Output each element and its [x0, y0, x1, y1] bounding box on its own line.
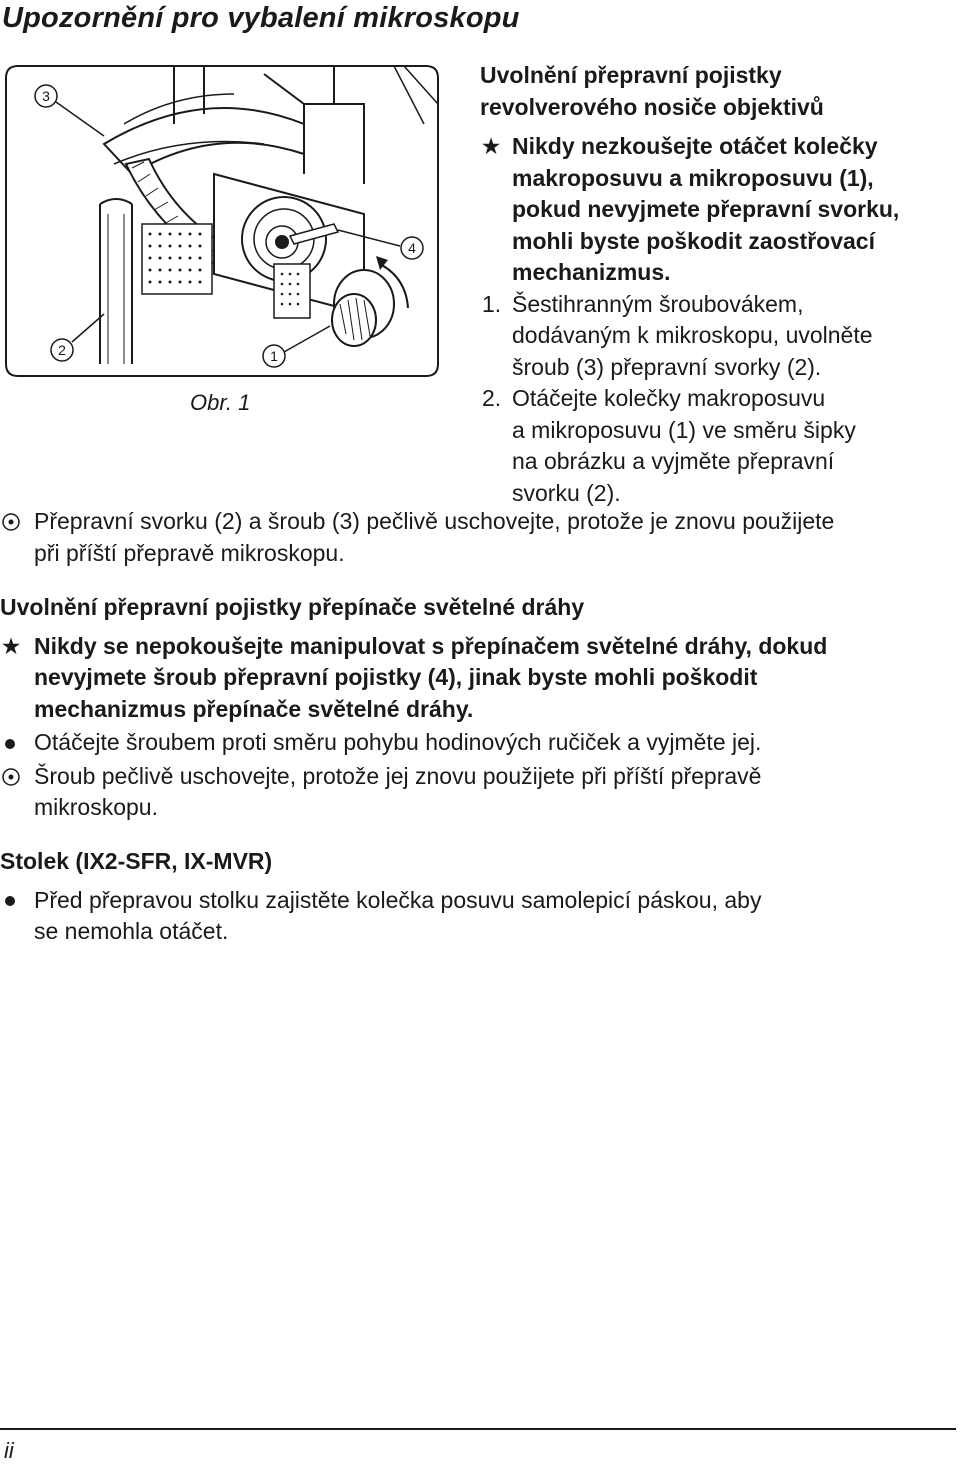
- warning-block: ★ Nikdy nezkoušejte otáčet kolečky makroposuvu a mikroposuvu (1), pokud nevyjmete přepravní svorku, mohli byste poškodit zaostřovací mechanizmus.: [480, 133, 900, 285]
- svg-text:2: 2: [58, 342, 66, 358]
- note-block: Šroub pečlivě uschovejte, protože jej znovu použijete při příští přepravě mikroskopu.: [0, 761, 955, 824]
- section-stage: [0, 846, 955, 950]
- callout-1: [263, 326, 330, 367]
- step-number: 1.: [482, 290, 502, 317]
- section-light-path-lock: [0, 592, 955, 826]
- page-title: Upozornění pro vybalení mikroskopu: [2, 2, 520, 34]
- step-1: 1. Šestihranným šroubovákem, dodávaným k mikroskopu, uvolněte šroub (3) přepravní svorky (2).: [482, 290, 873, 380]
- bullet-item: Před přepravou stolku zajistěte kolečka posuvu samolepicí páskou, aby se nemohla otáčet.: [0, 885, 955, 948]
- microscope-illustration: [4, 64, 440, 378]
- note-target-icon: [0, 506, 22, 545]
- warning-star-icon: ★: [480, 133, 502, 159]
- svg-text:4: 4: [408, 240, 416, 256]
- note-block: Přepravní svorku (2) a šroub (3) pečlivě uschovejte, protože je znovu použijete při příští přepravě mikroskopu.: [0, 506, 950, 569]
- bullet-icon: [0, 885, 15, 917]
- svg-text:3: 3: [42, 88, 50, 104]
- svg-text:1: 1: [270, 348, 278, 364]
- footer-divider: [0, 1428, 956, 1430]
- step-2: 2. Otáčejte kolečky makroposuvu a mikroposuvu (1) ve směru šipky na obrázku a vyjměte přepravní svorku (2).: [482, 385, 856, 506]
- figure-caption: Obr. 1: [190, 390, 251, 415]
- section-heading: Uvolnění přepravní pojistky revolverového nosiče objektivů: [480, 62, 824, 120]
- page-number: ii: [4, 1438, 14, 1463]
- bullet-icon: [0, 727, 15, 759]
- warning-block: ★ Nikdy se nepokoušejte manipulovat s přepínačem světelné dráhy, dokud nevyjmete šroub přepravní pojistky (4), jinak byste mohli poškodit mechanizmus přepínače světelné dráhy.: [0, 632, 828, 722]
- note-target-icon: [0, 761, 22, 800]
- bullet-item: Otáčejte šroubem proti směru pohybu hodinových ručiček a vyjměte jej.: [0, 727, 955, 759]
- warning-star-icon: ★: [0, 632, 22, 659]
- section-heading: Stolek (IX2-SFR, IX-MVR): [0, 848, 273, 874]
- step-number: 2.: [482, 385, 502, 411]
- callout-2: [51, 314, 104, 361]
- callout-3: [35, 85, 104, 136]
- section-heading: Uvolnění přepravní pojistky přepínače světelné dráhy: [0, 594, 585, 620]
- section-revolver-clamp: [480, 60, 950, 509]
